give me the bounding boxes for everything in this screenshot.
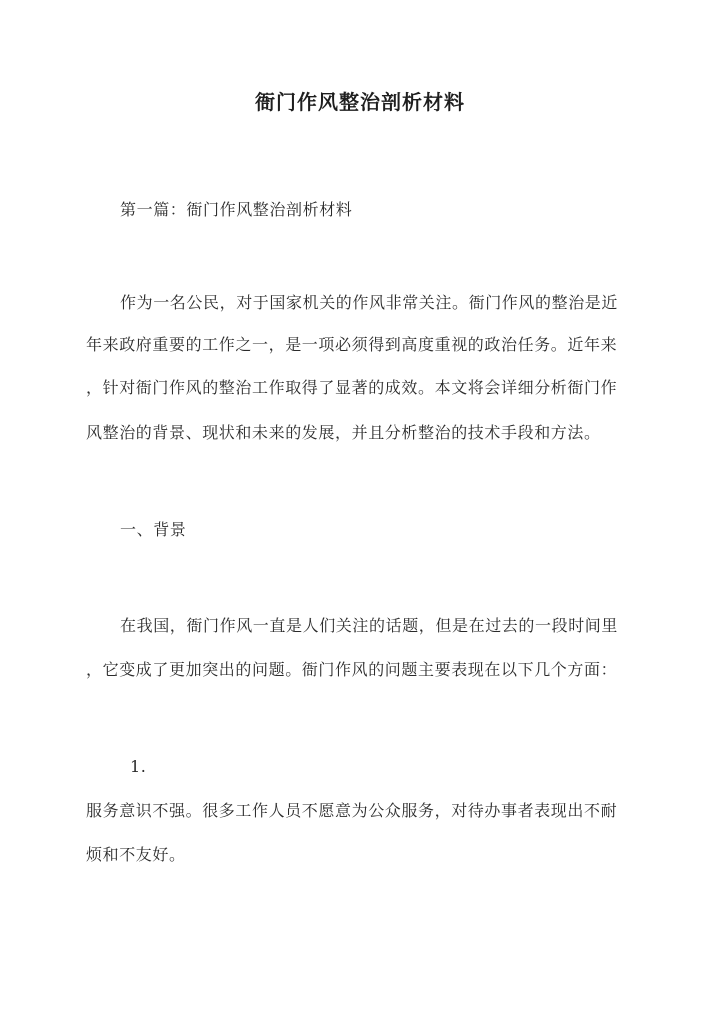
paragraph-line: 作为一名公民，对于国家机关的作风非常关注。衙门作风的整治是近	[120, 293, 619, 312]
paragraph-line: 年来政府重要的工作之一，是一项必须得到高度重视的政治任务。近年来	[86, 335, 618, 354]
section-heading: 第一篇：衙门作风整治剖析材料	[120, 200, 353, 219]
background-heading: 一、背景	[120, 520, 187, 539]
paragraph-line: ，它变成了更加突出的问题。衙门作风的问题主要表现在以下几个方面：	[86, 660, 618, 679]
paragraph-line: 在我国，衙门作风一直是人们关注的话题，但是在过去的一段时间里	[120, 616, 619, 635]
document-title: 衙门作风整治剖析材料	[255, 90, 465, 114]
paragraph-line: 风整治的背景、现状和未来的发展，并且分析整治的技术手段和方法。	[86, 423, 601, 442]
paragraph-line: 烦和不友好。	[86, 845, 186, 864]
paragraph-line: ，针对衙门作风的整治工作取得了显著的成效。本文将会详细分析衙门作	[86, 378, 618, 397]
list-number: 1.	[130, 757, 147, 776]
paragraph-line: 服务意识不强。很多工作人员不愿意为公众服务，对待办事者表现出不耐	[86, 801, 618, 820]
